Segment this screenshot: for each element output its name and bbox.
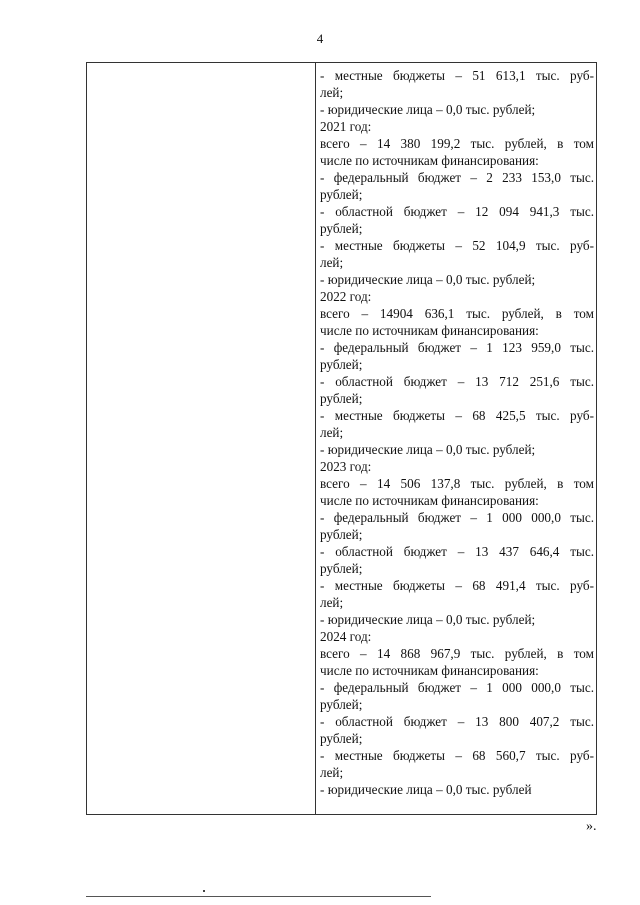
text-line: 2022 год: (320, 289, 372, 304)
text-line: всего – 14 380 199,2 тыс. рублей, в том (320, 136, 594, 151)
text-line: рублей; (320, 187, 363, 202)
text-line: числе по источникам финансирования: (320, 323, 539, 338)
text-line: рублей; (320, 527, 363, 542)
table-left-column (87, 63, 316, 814)
text-line: рублей; (320, 357, 363, 372)
text-line: - местные бюджеты – 51 613,1 тыс. руб- (320, 68, 594, 83)
text-line: рублей; (320, 391, 363, 406)
text-line: - юридические лица – 0,0 тыс. рублей (320, 782, 532, 797)
text-line: - местные бюджеты – 68 425,5 тыс. руб- (320, 408, 594, 423)
text-line: - юридические лица – 0,0 тыс. рублей; (320, 612, 536, 627)
text-line: - федеральный бюджет – 1 000 000,0 тыс. (320, 510, 594, 525)
page-number: 4 (316, 31, 324, 46)
closing-quote-mark: ». (586, 819, 597, 834)
text-line: 2024 год: (320, 629, 372, 644)
text-line: - местные бюджеты – 68 491,4 тыс. руб- (320, 578, 594, 593)
text-line: - юридические лица – 0,0 тыс. рублей; (320, 442, 536, 457)
text-line: - областной бюджет – 13 800 407,2 тыс. (320, 714, 594, 729)
text-line: лей; (320, 85, 344, 100)
text-line: лей; (320, 255, 344, 270)
text-line: рублей; (320, 697, 363, 712)
text-line: 2021 год: (320, 119, 372, 134)
text-line: рублей; (320, 221, 363, 236)
text-line: всего – 14 506 137,8 тыс. рублей, в том (320, 476, 594, 491)
text-line: числе по источникам финансирования: (320, 493, 539, 508)
text-line: - областной бюджет – 13 437 646,4 тыс. (320, 544, 594, 559)
text-line: - местные бюджеты – 52 104,9 тыс. руб- (320, 238, 594, 253)
financing-text-cell (320, 67, 594, 812)
text-line: лей; (320, 425, 344, 440)
scan-speck (203, 890, 205, 892)
text-line: рублей; (320, 561, 363, 576)
text-line: - юридические лица – 0,0 тыс. рублей; (320, 272, 536, 287)
text-line: - областной бюджет – 13 712 251,6 тыс. (320, 374, 594, 389)
text-line: числе по источникам финансирования: (320, 153, 539, 168)
text-line: всего – 14 868 967,9 тыс. рублей, в том (320, 646, 594, 661)
text-line: - федеральный бюджет – 2 233 153,0 тыс. (320, 170, 594, 185)
text-line: - юридические лица – 0,0 тыс. рублей; (320, 102, 536, 117)
text-line: - местные бюджеты – 68 560,7 тыс. руб- (320, 748, 594, 763)
text-line: рублей; (320, 731, 363, 746)
text-line: - федеральный бюджет – 1 123 959,0 тыс. (320, 340, 594, 355)
footer-rule (86, 896, 431, 897)
text-line: лей; (320, 595, 344, 610)
text-line: лей; (320, 765, 344, 780)
financing-table (86, 62, 597, 815)
text-line: числе по источникам финансирования: (320, 663, 539, 678)
text-line: всего – 14904 636,1 тыс. рублей, в том (320, 306, 594, 321)
text-line: - федеральный бюджет – 1 000 000,0 тыс. (320, 680, 594, 695)
text-line: - областной бюджет – 12 094 941,3 тыс. (320, 204, 594, 219)
text-line: 2023 год: (320, 459, 372, 474)
